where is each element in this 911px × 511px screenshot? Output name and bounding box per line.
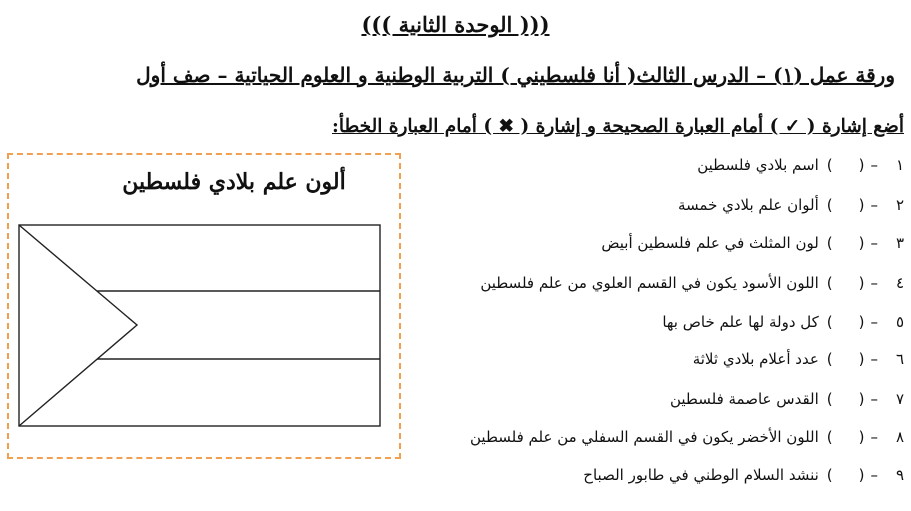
- answer-paren-open: (: [858, 428, 865, 446]
- question-text: لون المثلث في علم فلسطين أبيض: [601, 234, 819, 252]
- question-number: ٨: [895, 428, 904, 446]
- answer-paren-close: ): [826, 466, 833, 484]
- question-item: [693, 346, 904, 372]
- answer-paren-open: (: [858, 156, 865, 174]
- question-dash: –: [870, 390, 878, 408]
- unit-title: ((( الوحدة الثانية ))): [361, 12, 550, 37]
- question-dash: –: [870, 234, 878, 252]
- question-text: كل دولة لها علم خاص بها: [662, 313, 819, 331]
- question-dash: –: [870, 350, 878, 368]
- question-text: ألوان علم بلادي خمسة: [677, 196, 819, 214]
- answer-paren-open: (: [858, 196, 865, 214]
- question-text: اسم بلادي فلسطين: [697, 156, 819, 174]
- question-text: اللون الأسود يكون في القسم العلوي من علم فلسطين: [480, 274, 819, 292]
- worksheet-title: ورقة عمل (١) – الدرس الثالث( أنا فلسطيني ) التربية الوطنية و العلوم الحياتية – صف أول: [136, 63, 895, 87]
- answer-paren-close: ): [826, 156, 833, 174]
- answer-paren-close: ): [826, 274, 833, 292]
- question-number: ٥: [895, 313, 904, 331]
- question-item: [678, 192, 904, 218]
- answer-paren-close: ): [826, 350, 833, 368]
- answer-paren-open: (: [858, 390, 865, 408]
- flag-border: [19, 225, 380, 426]
- answer-paren-open: (: [858, 466, 865, 484]
- answer-paren-open: (: [858, 234, 865, 252]
- question-number: ٢: [895, 196, 904, 214]
- question-item: [697, 152, 904, 178]
- question-item: [480, 270, 904, 296]
- question-item: [601, 230, 904, 256]
- question-dash: –: [870, 428, 878, 446]
- answer-paren-close: ): [826, 313, 833, 331]
- question-text: ننشد السلام الوطني في طابور الصباح: [583, 466, 819, 484]
- flag-triangle: [19, 225, 137, 426]
- flag-coloring-box: [7, 153, 401, 459]
- answer-paren-open: (: [858, 313, 865, 331]
- question-number: ٣: [895, 234, 904, 252]
- question-dash: –: [870, 274, 878, 292]
- flag-activity-title: ألون علم بلادي فلسطين: [122, 169, 346, 195]
- question-dash: –: [870, 156, 878, 174]
- question-dash: –: [870, 196, 878, 214]
- question-number: ٩: [895, 466, 904, 484]
- question-dash: –: [870, 466, 878, 484]
- answer-paren-close: ): [826, 196, 833, 214]
- question-item: [470, 424, 904, 450]
- question-text: عدد أعلام بلادي ثلاثة: [692, 350, 819, 368]
- question-number: ٤: [895, 274, 904, 292]
- answer-paren-close: ): [826, 234, 833, 252]
- question-text: القدس عاصمة فلسطين: [669, 390, 819, 408]
- question-number: ٦: [895, 350, 904, 368]
- answer-paren-open: (: [858, 350, 865, 368]
- answer-paren-close: ): [826, 390, 833, 408]
- question-item: [583, 462, 904, 488]
- instruction-text: أضع إشارة ( ✓ ) أمام العبارة الصحيحة و إشارة ( ✖ ) أمام العبارة الخطأ:: [331, 116, 904, 137]
- question-number: ١: [895, 156, 904, 174]
- question-dash: –: [870, 313, 878, 331]
- answer-paren-open: (: [858, 274, 865, 292]
- question-item: [662, 309, 904, 335]
- question-number: ٧: [895, 390, 904, 408]
- question-text: اللون الأخضر يكون في القسم السفلي من علم فلسطين: [470, 428, 819, 446]
- answer-paren-close: ): [826, 428, 833, 446]
- flag-outline-icon[interactable]: [9, 155, 399, 457]
- question-item: [670, 386, 904, 412]
